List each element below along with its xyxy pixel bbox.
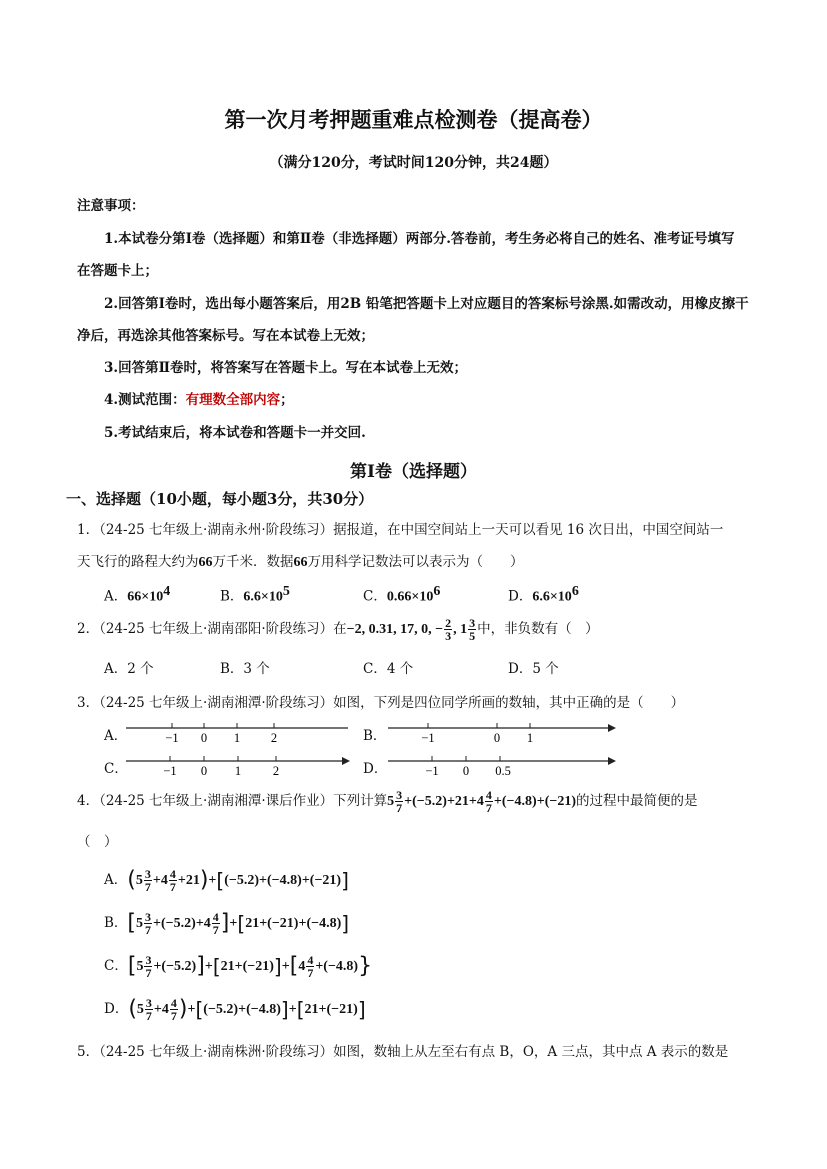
q4d-frac2 <box>170 997 178 1022</box>
q4d-frac2-den: 7 <box>170 1009 177 1023</box>
q3d-label-2: 0 <box>462 764 470 778</box>
q4a-m21: (−21) <box>309 873 342 888</box>
q1-option-a-exp: 4 <box>163 584 171 599</box>
q4b-plus4: + <box>259 916 268 931</box>
q4d-plus3: + <box>238 1002 247 1017</box>
q3-number-line-a[interactable] <box>124 720 354 746</box>
q3-option-a-label[interactable]: A． <box>104 728 128 744</box>
notice-item-4 <box>104 388 294 408</box>
q3b-arrow <box>608 724 616 732</box>
q4-expr-plus2: + <box>446 794 455 809</box>
q1-num-a: 66 <box>198 555 213 570</box>
q2-frac2-den: 5 <box>469 629 476 643</box>
notice-item-1-line1: 1.本试卷分第Ⅰ卷（选择题）和第Ⅱ卷（非选择题）两部分.答卷前，考生务必将自己的姓名、准考证号填写 <box>104 231 735 247</box>
q1-text-c: 万用科学记数法可以表示为（ ） <box>307 554 524 570</box>
q4c-close-bracket: ] <box>196 953 205 979</box>
q3-option-c-label[interactable]: C． <box>104 761 128 777</box>
q4b-close-bracket-2: ] <box>341 911 350 936</box>
q1-option-b-label: B． <box>220 588 244 605</box>
q4c-m21: (−21) <box>242 959 274 974</box>
q2-option-b[interactable]: B．3 个 <box>220 661 270 677</box>
q4d-w5: 5 <box>136 1002 144 1017</box>
q4c-plus2: + <box>204 959 213 974</box>
q4d-m21: (−21) <box>326 1002 358 1017</box>
q1-option-a[interactable] <box>104 584 170 606</box>
q4c-close-bracket-2: ] <box>273 954 282 979</box>
q4-expr-frac2 <box>485 789 493 814</box>
q4-expr-plus5: + <box>536 794 545 809</box>
q4c-plus3: + <box>234 959 243 974</box>
q4b-open-bracket: [ <box>127 910 137 936</box>
q4a-label: A． <box>104 872 128 888</box>
q4a-close-bracket: ] <box>341 868 349 893</box>
q1-option-b-exp: 5 <box>282 584 290 599</box>
q4-expr-w4: 4 <box>476 794 484 809</box>
section-title: 第Ⅰ卷（选择题） <box>350 462 477 482</box>
q4b-plus2: + <box>195 916 204 931</box>
q4d-m48: (−4.8) <box>246 1002 281 1017</box>
part-title: 一、选择题（10小题，每小题3分，共30分） <box>66 490 374 508</box>
q4a-21: 21 <box>185 873 200 888</box>
q4c-open-bracket: [ <box>127 953 137 979</box>
q4a-frac1 <box>144 868 152 893</box>
q4d-plus2: + <box>187 1002 196 1017</box>
q4c-m52: (−5.2) <box>161 959 197 974</box>
q4a-plus5: + <box>301 873 310 888</box>
q3b-label-1: −1 <box>421 731 435 745</box>
q4c-w4: 4 <box>298 959 306 974</box>
q4b-21: 21 <box>245 916 260 931</box>
q3a-label-4: 2 <box>270 731 278 745</box>
q3-option-b-label[interactable]: B． <box>363 728 387 744</box>
q4d-close-bracket-2: ] <box>357 997 366 1022</box>
q1-line1: 1．（24-25 七年级上·湖南永州·阶段练习）据报道，在中国空间站上一天可以看见 16 次日出，中国空间站一 <box>77 522 724 538</box>
q4d-close-paren: ) <box>178 996 188 1022</box>
q1-option-c-exp: 6 <box>433 584 441 599</box>
q4d-open-paren: ( <box>128 996 137 1022</box>
q4-expr-frac2-den: 7 <box>485 801 492 815</box>
q4-expr-plus4: + <box>493 794 502 809</box>
q1-option-d-base: 6.6×10 <box>532 589 572 605</box>
q4d-w4: 4 <box>161 1002 169 1017</box>
q4-option-b[interactable] <box>104 905 349 942</box>
q4-option-d[interactable] <box>104 991 366 1028</box>
q4c-plus4: + <box>281 959 290 974</box>
q4a-m52: (−5.2) <box>224 873 260 888</box>
q4b-close-bracket: ] <box>220 910 230 936</box>
q3a-label-1: −1 <box>165 731 179 745</box>
q4c-frac2 <box>306 954 314 979</box>
q4c-frac1 <box>144 954 152 979</box>
q4-expr-w5: 5 <box>387 794 395 809</box>
q4b-frac2-num: 4 <box>212 910 219 924</box>
q2-frac2-num: 3 <box>469 616 476 630</box>
q4a-plus4: + <box>259 873 267 888</box>
q4-suffix: 的过程中最简便的是 <box>576 793 698 809</box>
q2-fraction-1 <box>444 617 452 642</box>
q4c-frac2-den: 7 <box>307 966 314 980</box>
q4c-plus1: + <box>153 959 162 974</box>
q1-option-c[interactable] <box>363 584 440 606</box>
notice-item-2-line2: 净后，再选涂其他答案标号。写在本试卷上无效； <box>77 328 374 344</box>
q2-number-list: −2, 0.31, 17, 0, − <box>346 622 444 637</box>
q4a-frac2 <box>169 868 177 893</box>
q3b-label-2: 0 <box>493 731 501 745</box>
q1-text-a: 天飞行的路程大约为 <box>77 554 199 570</box>
q4-expr-m21: (−21) <box>544 794 576 809</box>
q4a-open-paren: ( <box>127 867 136 893</box>
q4a-frac1-den: 7 <box>144 880 151 894</box>
q3b-label-3: 1 <box>526 731 534 745</box>
q4a-close-paren: ) <box>199 867 209 893</box>
q2-prefix: 2．（24-25 七年级上·湖南邵阳·阶段练习）在 <box>77 621 347 637</box>
q1-option-c-label: C． <box>363 588 387 605</box>
q4-expr-frac1-num: 3 <box>396 788 403 802</box>
q4b-m48: (−4.8) <box>306 916 342 931</box>
q2-fraction-2 <box>468 617 476 642</box>
q4c-frac1-den: 7 <box>145 966 152 980</box>
q1-num-b: 66 <box>293 555 308 570</box>
q4d-m52: (−5.2) <box>203 1002 239 1017</box>
q4a-frac2-den: 7 <box>169 880 176 894</box>
q4c-m48: (−4.8) <box>323 959 359 974</box>
q3-number-line-b[interactable] <box>386 720 616 746</box>
q2-option-d[interactable]: D．5 个 <box>508 661 559 677</box>
q3c-label-1: −1 <box>163 764 177 778</box>
q4b-open-bracket-2: [ <box>237 911 246 936</box>
q4b-label: B． <box>104 915 128 931</box>
q1-option-b-base: 6.6×10 <box>243 589 283 605</box>
q4d-21: 21 <box>304 1002 319 1017</box>
q4c-21: 21 <box>220 959 235 974</box>
q3c-arrow <box>342 757 350 765</box>
q4d-plus4: + <box>288 1002 297 1017</box>
q4b-frac1-den: 7 <box>145 923 152 937</box>
q4c-frac1-num: 3 <box>145 953 152 967</box>
q3d-label-3: 0.5 <box>495 764 511 778</box>
q4-expr-21: 21 <box>454 794 469 809</box>
q4a-frac2-num: 4 <box>169 867 176 881</box>
q4c-w5: 5 <box>136 959 144 974</box>
q4-option-a[interactable] <box>104 862 349 899</box>
q4-expr-frac2-num: 4 <box>485 788 492 802</box>
q4d-open-bracket-2: [ <box>296 997 305 1022</box>
q4a-open-bracket: [ <box>216 868 225 893</box>
notice-item-4-suffix: ； <box>280 392 294 408</box>
test-scope: 有理数全部内容 <box>185 392 281 408</box>
page-title: 第一次月考押题重难点检测卷（提高卷） <box>224 107 603 132</box>
q4b-frac1-num: 3 <box>145 910 152 924</box>
q4a-w4: 4 <box>160 873 168 888</box>
q4-expr-plus3: + <box>468 794 477 809</box>
q3-number-line-c[interactable] <box>124 753 354 779</box>
q4a-w5: 5 <box>135 873 143 888</box>
q4-expr-plus1: + <box>404 794 413 809</box>
q1-option-d-exp: 6 <box>571 584 579 599</box>
q4d-frac1-den: 7 <box>145 1009 152 1023</box>
q1-option-c-base: 0.66×10 <box>386 589 434 605</box>
q3d-arrow <box>608 757 616 765</box>
q4-expr-frac1-den: 7 <box>396 801 403 815</box>
q4b-m21: (−21) <box>267 916 299 931</box>
q1-option-d[interactable] <box>508 584 579 606</box>
q4a-frac1-num: 3 <box>144 867 151 881</box>
q4d-frac2-num: 4 <box>170 996 177 1010</box>
q4-line2: （ ） <box>77 834 118 850</box>
notice-item-3: 3.回答第Ⅱ卷时，将答案写在答题卡上。写在本试卷上无效； <box>104 360 467 376</box>
q4b-frac2 <box>212 911 220 936</box>
q4-expr-m48: (−4.8) <box>501 794 537 809</box>
q4a-plus2: + <box>177 873 186 888</box>
notice-item-1-line2: 在答题卡上； <box>77 263 158 279</box>
q4b-plus1: + <box>153 916 161 931</box>
notice-item-4-prefix: 4.测试范围： <box>104 392 186 408</box>
q3a-label-3: 1 <box>233 731 241 745</box>
q1-line2 <box>77 550 524 571</box>
q4a-plus3: + <box>208 873 217 888</box>
q3c-label-3: 1 <box>234 764 242 778</box>
q2-suffix: 中，非负数有（ ） <box>477 621 599 637</box>
q4a-plus1: + <box>152 873 161 888</box>
q3c-label-4: 2 <box>272 764 280 778</box>
q3-stem: 3．（24-25 七年级上·湖南湘潭·阶段练习）如图，下列是四位同学所画的数轴，其中正确的是（ ） <box>77 695 685 711</box>
q3-option-d-label[interactable]: D． <box>363 761 388 777</box>
page-subtitle: （满分120分，考试时间120分钟，共24题） <box>269 155 558 171</box>
notice-item-2-line1: 2.回答第Ⅰ卷时，选出每小题答案后，用2B 铅笔把答题卡上对应题目的答案标号涂黑.如需改动，用橡皮擦干 <box>104 296 749 312</box>
q4b-m52: (−5.2) <box>161 916 196 931</box>
q4b-w5: 5 <box>136 916 144 931</box>
q4d-plus1: + <box>153 1002 162 1017</box>
q4b-frac1 <box>144 911 152 936</box>
q1-option-a-label: A． <box>104 588 128 605</box>
notice-item-5: 5.考试结束后，将本试卷和答题卡一并交回. <box>104 425 366 441</box>
q4c-frac2-num: 4 <box>307 953 314 967</box>
q5-stem: 5．（24-25 七年级上·湖南株洲·阶段练习）如图，数轴上从左至右有点 B，O，A 三点，其中点 A 表示的数是 <box>77 1044 729 1060</box>
q3-number-line-d[interactable] <box>386 753 616 779</box>
q4d-label: D． <box>104 1001 129 1017</box>
q4c-close-brace: } <box>358 953 373 979</box>
q4-stem <box>77 782 698 821</box>
q2-frac1-num: 2 <box>445 616 452 630</box>
q2-frac1-den: 3 <box>445 629 452 643</box>
q2-mixed-whole: , 1 <box>453 622 468 637</box>
q3d-label-1: −1 <box>425 764 439 778</box>
q4d-frac1 <box>145 997 153 1022</box>
q1-option-b[interactable] <box>220 584 290 606</box>
q3a-label-2: 0 <box>200 731 208 745</box>
q3c-label-2: 0 <box>200 764 208 778</box>
q4c-plus5: + <box>315 959 324 974</box>
q4c-open-bracket-2: [ <box>212 954 221 979</box>
q2-option-c[interactable]: C．4 个 <box>363 661 414 677</box>
q4-expr-frac1 <box>395 789 403 814</box>
q1-text-b: 万千米．数据 <box>212 554 294 570</box>
q4b-frac2-den: 7 <box>212 923 219 937</box>
q4a-m48: (−4.8) <box>267 873 302 888</box>
q2-option-a[interactable]: A．2 个 <box>104 661 154 677</box>
notice-heading: 注意事项： <box>77 198 145 214</box>
q4-expr-m52: (−5.2) <box>412 794 447 809</box>
q4-prefix: 4．（24-25 七年级上·湖南湘潭·课后作业）下列计算 <box>77 793 388 809</box>
q1-option-a-base: 66×10 <box>127 589 164 605</box>
q1-option-d-label: D． <box>508 588 533 605</box>
q2-stem <box>77 612 599 647</box>
q4b-plus3: + <box>229 916 238 931</box>
q4d-plus5: + <box>318 1002 327 1017</box>
q4d-open-bracket: [ <box>195 997 204 1022</box>
q4b-w4: 4 <box>203 916 211 931</box>
q4d-close-bracket: ] <box>280 997 289 1022</box>
q4d-frac1-num: 3 <box>145 996 152 1010</box>
q4c-label: C． <box>104 958 128 974</box>
q4b-plus5: + <box>298 916 307 931</box>
q4-option-c[interactable] <box>104 948 372 985</box>
q4c-open-bracket-3: [ <box>289 953 299 979</box>
